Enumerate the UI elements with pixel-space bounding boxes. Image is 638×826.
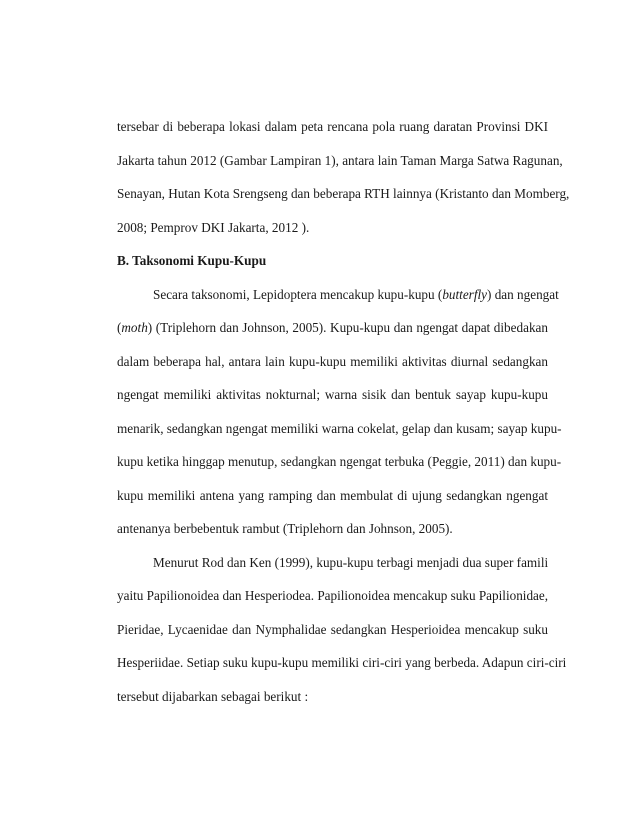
paragraph-line: ngengat memiliki aktivitas nokturnal; warna sisik dan bentuk sayap kupu-kupu <box>117 387 548 402</box>
paragraph-line: menarik, sedangkan ngengat memiliki warna cokelat, gelap dan kusam; sayap kupu- <box>117 421 562 436</box>
text-run: Secara taksonomi, Lepidoptera mencakup kupu-kupu ( <box>153 287 443 302</box>
italic-term: moth <box>121 320 148 335</box>
paragraph-line: kupu ketika hinggap menutup, sedangkan ngengat terbuka (Peggie, 2011) dan kupu- <box>117 454 562 469</box>
paragraph-line <box>117 320 548 336</box>
paragraph-line: Pieridae, Lycaenidae dan Nymphalidae sedangkan Hesperioidea mencakup suku <box>117 622 548 637</box>
paragraph-line: Hesperiidae. Setiap suku kupu-kupu memiliki ciri-ciri yang berbeda. Adapun ciri-ciri <box>117 655 567 670</box>
italic-term: butterfly <box>442 287 487 302</box>
text-run: ( <box>117 320 122 335</box>
paragraph-line <box>153 287 559 303</box>
paragraph-line: antenanya berbebentuk rambut (Triplehorn dan Johnson, 2005). <box>117 521 453 536</box>
paragraph-line: Jakarta tahun 2012 (Gambar Lampiran 1), antara lain Taman Marga Satwa Ragunan, <box>117 153 563 168</box>
paragraph-line: tersebut dijabarkan sebagai berikut : <box>117 689 309 704</box>
paragraph-line: Senayan, Hutan Kota Srengseng dan beberapa RTH lainnya (Kristanto dan Momberg, <box>117 186 570 201</box>
section-heading: B. Taksonomi Kupu-Kupu <box>117 253 267 268</box>
paragraph-line: kupu memiliki antena yang ramping dan membulat di ujung sedangkan ngengat <box>117 488 548 503</box>
paragraph-line: dalam beberapa hal, antara lain kupu-kupu memiliki aktivitas diurnal sedangkan <box>117 354 548 369</box>
paragraph-line: Menurut Rod dan Ken (1999), kupu-kupu terbagi menjadi dua super famili <box>153 555 549 570</box>
paragraph-line: 2008; Pemprov DKI Jakarta, 2012 ). <box>117 220 310 235</box>
paragraph-line: tersebar di beberapa lokasi dalam peta rencana pola ruang daratan Provinsi DKI <box>117 119 548 134</box>
text-run: ) dan ngengat <box>487 287 559 302</box>
text-run: ) (Triplehorn dan Johnson, 2005). Kupu-kupu dan ngengat dapat dibedakan <box>147 320 548 335</box>
paragraph-line: yaitu Papilionoidea dan Hesperiodea. Papilionoidea mencakup suku Papilionidae, <box>117 588 549 603</box>
